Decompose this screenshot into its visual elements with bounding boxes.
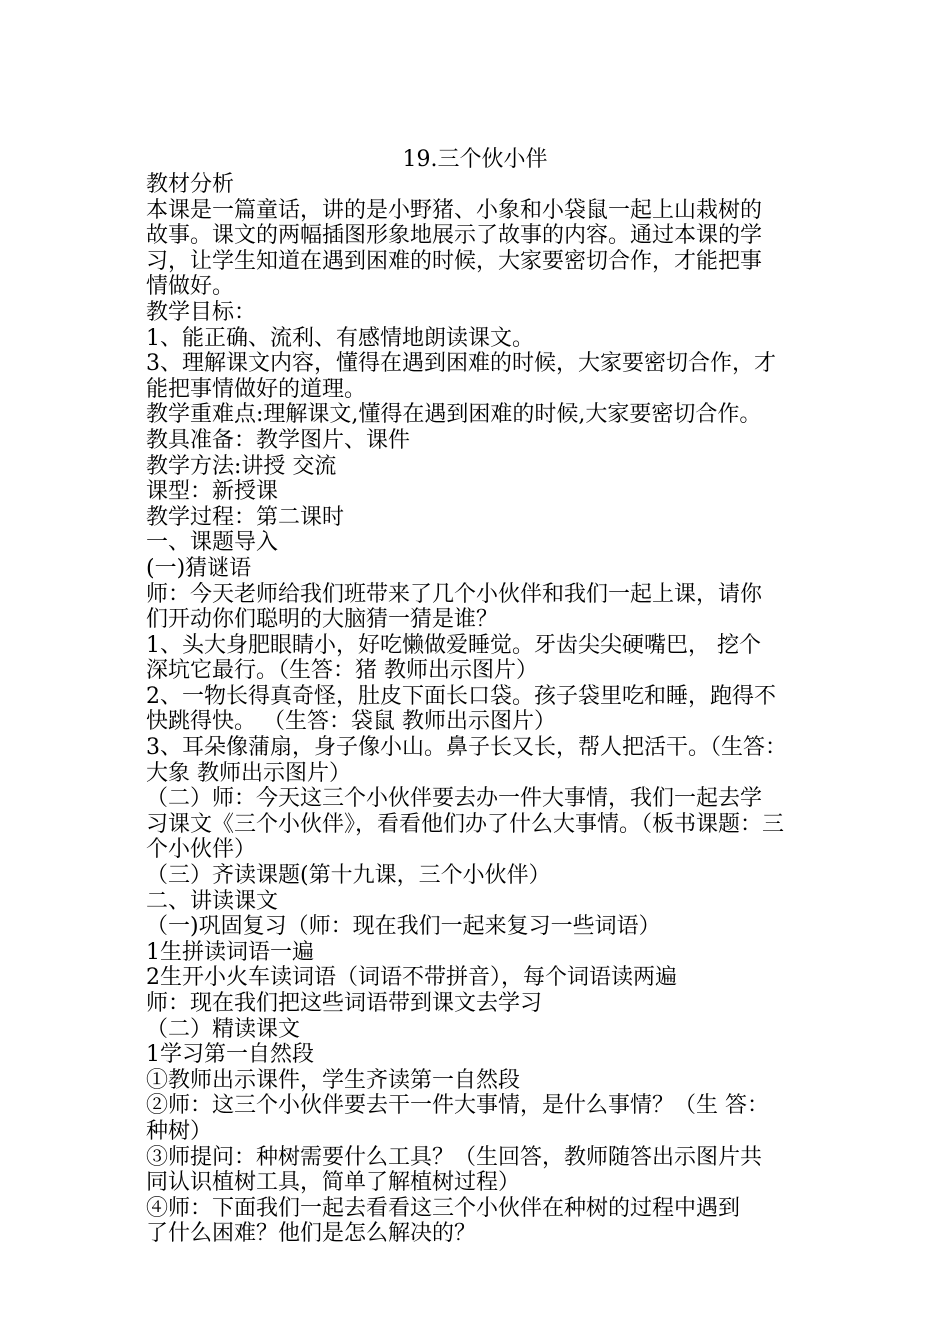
text-line: 个小伙伴） bbox=[146, 837, 257, 863]
text-line: 能把事情做好的道理。 bbox=[146, 376, 367, 402]
document-title: 19.三个伙小伴 bbox=[402, 147, 548, 172]
text-line: ②师：这三个小伙伴要去干一件大事情，是什么事情？（生 答： bbox=[146, 1093, 769, 1119]
text-line: （二）师：今天这三个小伙伴要去办一件大事情，我们一起去学 bbox=[146, 786, 763, 812]
text-line: 师：今天老师给我们班带来了几个小伙伴和我们一起上课，请你 bbox=[146, 581, 763, 607]
text-line: 教学重难点:理解课文,懂得在遇到困难的时候,大家要密切合作。 bbox=[146, 402, 762, 428]
text-line: ③师提问：种树需要什么工具？（生回答，教师随答出示图片共 bbox=[146, 1144, 763, 1170]
text-line: 本课是一篇童话，讲的是小野猪、小象和小袋鼠一起上山栽树的 bbox=[146, 197, 763, 223]
text-line: 了什么困难？他们是怎么解决的？ bbox=[146, 1221, 477, 1247]
text-line: 教材分析 bbox=[146, 172, 235, 197]
text-line: 1学习第一自然段 bbox=[146, 1042, 314, 1068]
text-line: 快跳得快。 （生答：袋鼠 教师出示图片） bbox=[146, 709, 556, 735]
text-line: 情做好。 bbox=[146, 274, 235, 300]
text-line: 教学目标： bbox=[146, 299, 257, 325]
document-body bbox=[146, 172, 818, 1247]
text-line: 1、能正确、流利、有感情地朗读课文。 bbox=[146, 325, 534, 351]
text-line: 2、一物长得真奇怪，肚皮下面长口袋。孩子袋里吃和睡，跑得不 bbox=[146, 683, 776, 709]
text-line: 1生拼读词语一遍 bbox=[146, 939, 314, 965]
text-line: ④师：下面我们一起去看看这三个小伙伴在种树的过程中遇到 bbox=[146, 1195, 741, 1221]
text-line: 们开动你们聪明的大脑猜一猜是谁？ bbox=[146, 607, 499, 633]
text-line: 种树） bbox=[146, 1118, 213, 1144]
text-line: 大象 教师出示图片） bbox=[146, 760, 351, 786]
text-line: 课型：新授课 bbox=[146, 479, 279, 505]
text-line: （一)巩固复习（师：现在我们一起来复习一些词语） bbox=[146, 914, 661, 940]
text-line: 1、头大身肥眼睛小，好吃懒做爱睡觉。牙齿尖尖硬嘴巴， 挖个 bbox=[146, 632, 761, 658]
text-line: 教具准备：教学图片、课件 bbox=[146, 427, 411, 453]
text-line: 二、讲读课文 bbox=[146, 888, 279, 914]
text-line: 深坑它最行。（生答：猪 教师出示图片） bbox=[146, 658, 538, 684]
text-line: 教学方法:讲授 交流 bbox=[146, 453, 337, 479]
text-line: 同认识植树工具，简单了解植树过程） bbox=[146, 1170, 521, 1196]
text-line: 习，让学生知道在遇到困难的时候，大家要密切合作，才能把事 bbox=[146, 248, 763, 274]
text-line: 习课文《三个小伙伴》，看看他们办了什么大事情。（板书课题：三 bbox=[146, 811, 785, 837]
text-line: （三）齐读课题(第十九课，三个小伙伴） bbox=[146, 863, 551, 889]
text-line: (一)猜谜语 bbox=[146, 555, 252, 581]
text-line: 教学过程：第二课时 bbox=[146, 504, 345, 530]
text-line: 故事。课文的两幅插图形象地展示了故事的内容。通过本课的学 bbox=[146, 223, 763, 249]
text-line: 3、耳朵像蒲扇，身子像小山。鼻子长又长，帮人把活干。（生答： bbox=[146, 735, 787, 761]
text-line: 2生开小火车读词语（词语不带拼音），每个词语读两遍 bbox=[146, 965, 677, 991]
text-line: （二）精读课文 bbox=[146, 1016, 301, 1042]
text-line: 3、理解课文内容，懂得在遇到困难的时候，大家要密切合作，才 bbox=[146, 351, 776, 377]
text-line: 一、课题导入 bbox=[146, 530, 279, 556]
text-line: 师：现在我们把这些词语带到课文去学习 bbox=[146, 991, 543, 1016]
text-line: ①教师出示课件，学生齐读第一自然段 bbox=[146, 1067, 521, 1093]
